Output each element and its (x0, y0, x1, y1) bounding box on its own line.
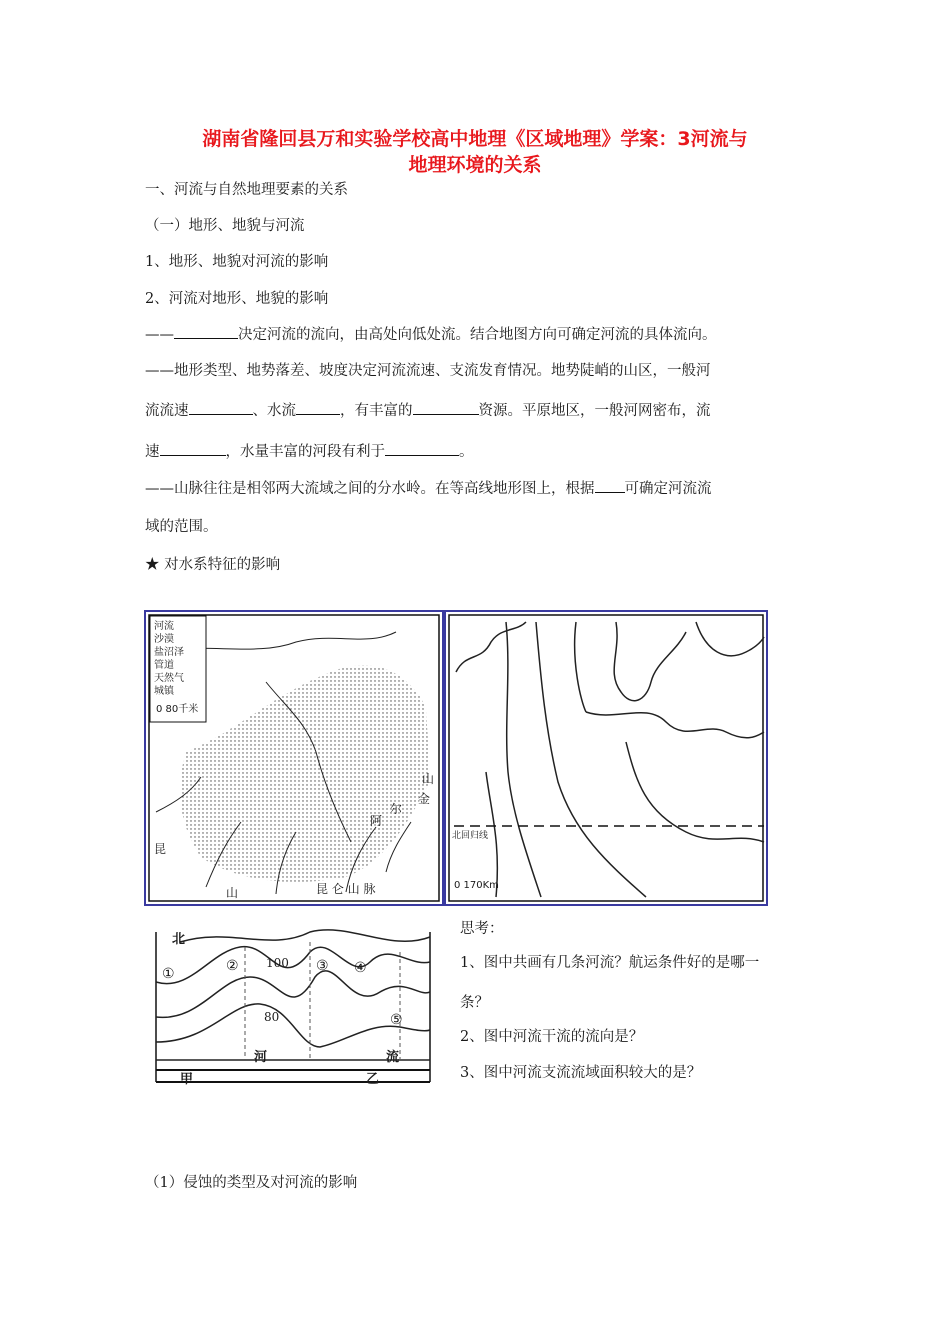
river-label: 流 (386, 1050, 400, 1065)
river-number: ④ (354, 960, 367, 976)
item-2: 2、河流对地形、地貌的影响 (145, 291, 329, 307)
point-label: 甲 (180, 1072, 194, 1087)
map-label: 金 (418, 792, 431, 806)
fill-blank[interactable] (160, 440, 226, 456)
map-label: 昆 仑 山 脉 (316, 882, 376, 896)
paragraph-5: ——山脉往往是相邻两大流域之间的分水岭。在等高线地形图上，根据 可确定河流流 (145, 477, 712, 498)
erosion-heading: （1）侵蚀的类型及对河流的影响 (145, 1175, 358, 1191)
river-label: 河 (254, 1050, 268, 1065)
contour-label: 100 (266, 956, 289, 970)
tropic-label: 北回归线 (452, 831, 489, 841)
river-number: ① (162, 966, 175, 982)
subsection-heading: （一）地形、地貌与河流 (145, 218, 305, 234)
section-heading: 一、河流与自然地理要素的关系 (145, 182, 348, 198)
fill-blank[interactable] (595, 477, 625, 493)
item-1: 1、地形、地貌对河流的影响 (145, 254, 329, 270)
fill-blank[interactable] (189, 399, 253, 415)
tarim-basin-map (144, 610, 444, 906)
question-1b: 条？ (460, 995, 489, 1011)
map-label: 山 (422, 772, 435, 786)
map-legend: 河流 沙漠 盐沼泽 管道 天然气 城镇 (154, 621, 184, 697)
river-number: ② (226, 958, 239, 974)
fill-blank[interactable] (174, 323, 238, 339)
fill-blank[interactable] (385, 440, 459, 456)
river-number: ③ (316, 958, 329, 974)
paragraph-3: 流流速 、水流 ，有丰富的 资源。平原地区，一般河网密布，流 (145, 399, 711, 420)
question-3: 3、图中河流支流流域面积较大的是？ (460, 1065, 702, 1081)
north-label: 北 (172, 932, 186, 947)
map-label: 阿 (370, 814, 383, 828)
title-line-2: 地理环境的关系 (408, 154, 542, 176)
think-heading: 思考： (460, 921, 504, 937)
scale-bar: 0 80千米 (156, 704, 199, 715)
document-title (120, 126, 830, 178)
paragraph-2: ——地形类型、地势落差、坡度决定河流流速、支流发育情况。地势陡峭的山区，一般河 (145, 363, 711, 379)
title-line-1: 湖南省隆回县万和实验学校高中地理《区域地理》学案：3河流与 (202, 128, 748, 150)
question-1a: 1、图中共画有几条河流？航运条件好的是哪一 (460, 955, 760, 971)
paragraph-4: 速 ，水量丰富的河段有利于 。 (145, 440, 474, 461)
star-heading: ★ 对水系特征的影响 (145, 557, 281, 573)
map-label: 尔 (390, 802, 403, 816)
river-map (444, 610, 768, 906)
paragraph-1: —— 决定河流的流向，由高处向低处流。结合地图方向可确定河流的具体流向。 (145, 323, 717, 344)
paragraph-6: 域的范围。 (145, 519, 218, 535)
fill-blank[interactable] (413, 399, 479, 415)
point-label: 乙 (366, 1072, 380, 1087)
map-label: 昆 (154, 842, 167, 856)
fill-blank[interactable] (296, 399, 340, 415)
contour-map (150, 922, 436, 1096)
scale-bar: 0 170Km (454, 880, 499, 891)
question-2: 2、图中河流干流的流向是？ (460, 1029, 644, 1045)
contour-label: 80 (264, 1010, 280, 1024)
river-number: ⑤ (390, 1012, 403, 1028)
map-label: 山 (226, 886, 239, 900)
